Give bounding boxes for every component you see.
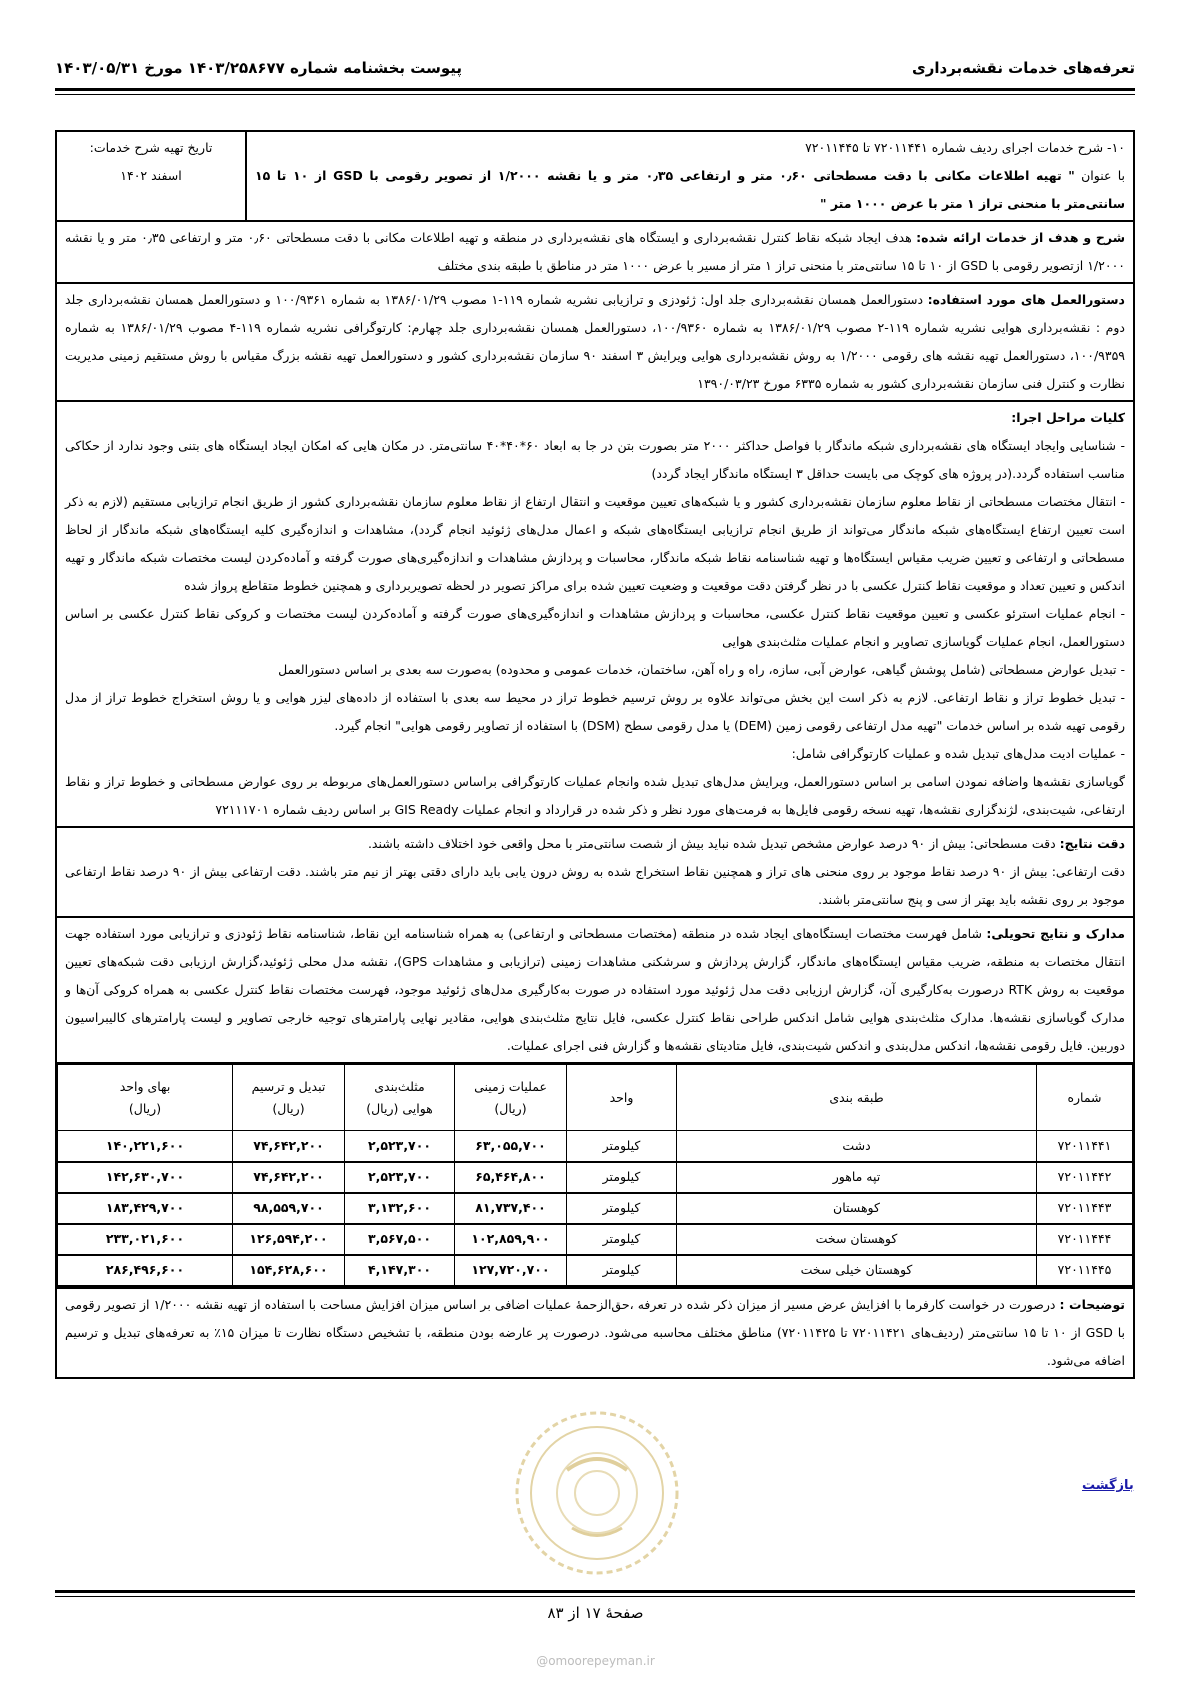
row-unit-price: ۱۴۲,۶۳۰,۷۰۰: [58, 1162, 233, 1193]
header-rule: [55, 88, 1135, 91]
accuracy-row: [57, 828, 1133, 918]
purpose-text: هدف ایجاد شبکه نقاط کنترل نقشه‌برداری و ایستگاه های نقشه‌برداری در منطقه و تهیه اطلاعات مکانی با دقت مسطحاتی ۰٫۶۰ متر و ارتفاعی ۰٫۳۵ متر و یا نقشه ۱/۲۰۰۰ ازتصویر رقومی با GSD از ۱۰ تا ۱۵ سانتی‌متر با منحنی تراز ۱ متر از مسیر با عرض ۱۰۰۰ متر در مناطق با طبقه بندی مختلف: [65, 230, 1125, 273]
row-triangulation-cost: ۳,۱۳۲,۶۰۰: [345, 1193, 455, 1224]
purpose-row: [57, 222, 1133, 284]
col-triangulation: مثلث‌بندی هوایی (ریال): [345, 1065, 455, 1131]
row-category: کوهستان خیلی سخت: [677, 1255, 1037, 1286]
footer-rule: [55, 1590, 1135, 1593]
header-rule-thin: [55, 94, 1135, 95]
document-title: تعرفه‌های خدمات نقشه‌برداری: [911, 59, 1135, 77]
col-conversion: تبدیل و ترسیم (ریال): [233, 1065, 345, 1131]
table-header-row: [58, 1065, 1133, 1131]
deliverables-label: مدارک و نتایج تحویلی:: [986, 926, 1125, 941]
row-category: کوهستان سخت: [677, 1224, 1037, 1255]
row-triangulation-cost: ۳,۵۶۷,۵۰۰: [345, 1224, 455, 1255]
row-unit: کیلومتر: [567, 1193, 677, 1224]
row-unit: کیلومتر: [567, 1131, 677, 1162]
col-ground-ops: عملیات زمینی (ریال): [455, 1065, 567, 1131]
row-unit: کیلومتر: [567, 1224, 677, 1255]
row-conversion-cost: ۱۲۶,۵۹۴,۲۰۰: [233, 1224, 345, 1255]
notes-label: توضیحات :: [1059, 1296, 1126, 1312]
service-title: " تهیه اطلاعات مکانی با دقت مسطحاتی ۰٫۶۰ متر و ارتفاعی ۰٫۳۵ متر و یا نقشه ۱/۲۰۰۰ از تصویر رقومی با GSD از ۱۰ تا ۱۵ سانتی‌متر با منحنی تراز ۱ متر با عرض ۱۰۰۰ متر ": [255, 168, 1125, 211]
intro-line: ۱۰- شرح خدمات اجرای ردیف شماره ۷۲۰۱۱۴۴۱ تا ۷۲۰۱۱۴۴۵: [805, 140, 1125, 155]
intro-row: [57, 132, 1133, 222]
deliverables-row: [57, 918, 1133, 1064]
step-paragraph: - شناسایی وایجاد ایستگاه های نقشه‌برداری شبکه ماندگار با فواصل حداکثر ۲۰۰۰ متر بصورت بتن در جا به ابعاد ۶۰*۴۰*۴۰ سانتی‌متر. در مکان هایی که امکان ایجاد ایستگاه های بتنی وجود ندارد از حکاکی مناسب استفاده گردد.(در پروژه های کوچک می بایست حداقل ۳ ایستگاه ماندگار ایجاد گردد): [65, 438, 1125, 481]
deliverables-text: شامل فهرست مختصات ایستگاه‌های ایجاد شده در منطقه (مختصات مسطحاتی و ارتفاعی) به همراه شناسنامه این نقاط، شناسنامه نقاط ژئودزی و ترازیابی مورد استفاده جهت انتقال مختصات به منطقه، ضریب مقیاس ایستگاه‌های ماندگار، گزارش پردازش و سرشکنی مشاهدات زمینی (ترازیابی و مشاهدات GPS)، نقشه مدل محلی ژئوئید،گزارش ارزیابی دقت شبکه‌های تعیین موقعیت به روش RTK درصورت به‌کارگیری آن، گزارش ارزیابی دقت مدل ژئوئید مورد استفاده در صورت به‌کارگیری مدل‌های ژئوئید موجود، فهرست مختصات نقاط کنترل عکسی به همراه کروکی آن‌ها و مدارک گویاسازی نقشه‌ها. مدارک مثلث‌بندی هوایی شامل اندکس طراحی نقاط کنترل عکسی، فایل نتایج مثلث‌بندی هوایی، مقادیر نهایی پارامترهای توجیه خارجی تصاویر و لیست پارامترهای کالیبراسیون دوربین. فایل رقومی نقشه‌ها، اندکس مدل‌بندی و اندکس شیت‌بندی، فایل متادیتای نقشه‌ها و گزارش فنی اجرای عملیات.: [65, 926, 1125, 1053]
site-watermark: @omoorepeyman.ir: [536, 1654, 655, 1668]
step-paragraph: - انجام عملیات استرئو عکسی و تعیین موقعیت نقاط کنترل عکسی، محاسبات و پردازش مشاهدات و اندازه‌گیری‌های صورت گرفته و آماده‌کردن لیست مختصات و کروکی نقاط کنترل عکسی بر اساس دستورالعمل، انجام عملیات گویاسازی تصاویر و انجام عملیات مثلث‌بندی هوایی: [65, 606, 1125, 649]
purpose-label: شرح و هدف از خدمات ارائه شده:: [916, 230, 1126, 245]
row-category: کوهستان: [677, 1193, 1037, 1224]
row-unit-price: ۲۸۶,۴۹۶,۶۰۰: [58, 1255, 233, 1286]
instructions-row: [57, 284, 1133, 402]
preparation-date: [57, 132, 247, 220]
circular-reference: پیوست بخشنامه شماره ۱۴۰۳/۲۵۸۶۷۷ مورخ ۱۴۰۳/۰۵/۳۱: [55, 59, 463, 77]
row-number: ۷۲۰۱۱۴۴۵: [1037, 1255, 1133, 1286]
row-ground-cost: ۱۲۷,۷۲۰,۷۰۰: [455, 1255, 567, 1286]
row-number: ۷۲۰۱۱۴۴۴: [1037, 1224, 1133, 1255]
tariff-table: [57, 1064, 1133, 1287]
row-category: دشت: [677, 1131, 1037, 1162]
row-number: ۷۲۰۱۱۴۴۲: [1037, 1162, 1133, 1193]
col-category: طبقه بندی: [677, 1065, 1037, 1131]
intro-description: [247, 132, 1133, 220]
step-paragraph: - تبدیل خطوط تراز و نقاط ارتفاعی. لازم به ذکر است این بخش می‌تواند علاوه بر روش ترسیم خطوط تراز در محیط سه بعدی با استفاده از داده‌های لیزر هوایی و یا روش استخراج خطوط تراز از مدل رقومی تهیه شده بر اساس خدمات "تهیه مدل ارتفاعی رقومی زمین (DEM) یا مدل رقومی سطح (DSM) با استفاده از تصاویر رقومی هوایی" انجام گیرد.: [65, 690, 1125, 733]
row-ground-cost: ۶۳,۰۵۵,۷۰۰: [455, 1131, 567, 1162]
steps-row: [57, 402, 1133, 828]
row-unit: کیلومتر: [567, 1255, 677, 1286]
row-triangulation-cost: ۲,۵۲۳,۷۰۰: [345, 1131, 455, 1162]
row-conversion-cost: ۹۸,۵۵۹,۷۰۰: [233, 1193, 345, 1224]
table-row: [58, 1224, 1133, 1255]
row-ground-cost: ۶۵,۴۶۴,۸۰۰: [455, 1162, 567, 1193]
table-row: [58, 1255, 1133, 1286]
row-triangulation-cost: ۴,۱۴۷,۳۰۰: [345, 1255, 455, 1286]
service-description-box: [55, 130, 1135, 1379]
row-triangulation-cost: ۲,۵۲۳,۷۰۰: [345, 1162, 455, 1193]
step-paragraph: - عملیات ادیت مدل‌های تبدیل شده و عملیات کارتوگرافی شامل:: [791, 746, 1125, 761]
step-paragraph: - انتقال مختصات مسطحاتی از نقاط معلوم سازمان نقشه‌برداری کشور و یا شبکه‌های تعیین موقعیت و انتقال ارتفاع از نقاط معلوم سازمان نقشه‌برداری کشور از طریق انجام ترازیابی مستقیم (لازم به ذکر است تعیین ارتفاع ایستگاه‌های شبکه ماندگار می‌تواند از طریق انجام ترازیابی ایستگاه‌های شبکه و اعمال مدل‌های ژئوئید انجام گردد)، مشاهدات و اندازه‌گیری کلیه ایستگاه‌های شبکه ماندگار از لحاظ مسطحاتی و ارتفاعی و تعیین ضریب مقیاس ایستگاه‌ها و تهیه شناسنامه نقاط شبکه ماندگار، محاسبات و پردازش مشاهدات و اندازه‌گیری‌های صورت گرفته و آماده‌کردن لیست مختصات شبکه ماندگار و تهیه اندکس و تعیین تعداد و موقعیت نقاط کنترل عکسی با در نظر گرفتن دقت موقعیت و وضعیت تعیین شده برای مراکز تصویر در لحظه تصویربرداری و همچنین خطوط متقاطع پرواز شده: [65, 494, 1125, 593]
intro-title: با عنوان " تهیه اطلاعات مکانی با دقت مسطحاتی ۰٫۶۰ متر و ارتفاعی ۰٫۳۵ متر و یا نقشه ۱/۲۰۰۰ از تصویر رقومی با GSD از ۱۰ تا ۱۵ سانتی‌متر با منحنی تراز ۱ متر با عرض ۱۰۰۰ متر ": [255, 168, 1126, 211]
row-conversion-cost: ۷۴,۶۴۲,۲۰۰: [233, 1162, 345, 1193]
page-number: صفحهٔ ۱۷ از ۸۳: [547, 1604, 644, 1622]
row-conversion-cost: ۱۵۴,۶۲۸,۶۰۰: [233, 1255, 345, 1286]
row-number: ۷۲۰۱۱۴۴۱: [1037, 1131, 1133, 1162]
table-row: [58, 1131, 1133, 1162]
table-row: [58, 1162, 1133, 1193]
accuracy-altimetric: دقت ارتفاعی: بیش از ۹۰ درصد نقاط موجود بر روی منحنی های تراز و همچنین نقاط استخراج شده به روش درون یابی باید دارای دقتی بهتر از نیم متر باشند. دقت ارتفاعی بیش از ۹۰ درصد نقاط ارتفاعی موجود بر روی نقشه باید بهتر از سی و پنج سانتی‌متر باشند.: [65, 864, 1125, 907]
step-paragraph: - تبدیل عوارض مسطحاتی (شامل پوشش گیاهی، عوارض آبی، سازه، راه و راه آهن، ساختمان، خدمات عمومی و محدوده) به‌صورت سه بعدی بر اساس دستورالعمل: [278, 662, 1125, 677]
back-link[interactable]: بازگشت: [1082, 1478, 1134, 1493]
notes-text: درصورت در خواست کارفرما با افزایش عرض مسیر از میزان ذکر شده در تعرفه ،حق‌الزحمهٔ عملیات اضافی بر اساس میزان افزایش مساحت با استفاده از تهیه نقشه ۱/۲۰۰۰ از تصویر رقومی با GSD از ۱۰ تا ۱۵ سانتی‌متر (ردیف‌های ۷۲۰۱۱۴۲۱ تا ۷۲۰۱۱۴۲۵) مناطق مختلف محاسبه می‌شود. درصورت پر عارضه بودن منطقه، با تشخیص دستگاه نظارت تا میزان ۱۵٪ به تعرفه‌های تبدیل و ترسیم اضافه می‌شود.: [65, 1296, 1125, 1368]
col-unit-price: بهای واحد (ریال): [58, 1065, 233, 1131]
seal-watermark-icon: [512, 1408, 682, 1578]
footer-rule-thin: [55, 1596, 1135, 1597]
col-number: شماره: [1037, 1065, 1133, 1131]
notes-row: [57, 1289, 1133, 1377]
row-unit-price: ۱۸۳,۴۲۹,۷۰۰: [58, 1193, 233, 1224]
page-header: [55, 48, 1135, 88]
date-value: اسفند ۱۴۰۲: [120, 168, 182, 183]
row-ground-cost: ۱۰۲,۸۵۹,۹۰۰: [455, 1224, 567, 1255]
table-row: [58, 1193, 1133, 1224]
tariff-table-row: [57, 1064, 1133, 1289]
instructions-label: دستورالعمل های مورد استفاده:: [927, 292, 1125, 307]
col-unit: واحد: [567, 1065, 677, 1131]
steps-label: کلیات مراحل اجرا:: [1011, 410, 1125, 425]
date-label: تاریخ تهیه شرح خدمات:: [89, 140, 213, 155]
row-unit: کیلومتر: [567, 1162, 677, 1193]
row-unit-price: ۱۴۰,۲۲۱,۶۰۰: [58, 1131, 233, 1162]
accuracy-label: دقت نتایج:: [1059, 836, 1125, 851]
row-number: ۷۲۰۱۱۴۴۳: [1037, 1193, 1133, 1224]
row-category: تپه ماهور: [677, 1162, 1037, 1193]
instructions-text: دستورالعمل همسان نقشه‌برداری جلد اول: ژئودزی و ترازیابی نشریه شماره ۱۱۹-۱ مصوب ۱۳۸۶/۰۱/۲۹ به شماره ۱۰۰/۹۳۶۱ و دستورالعمل همسان نقشه‌برداری جلد دوم : نقشه‌برداری هوایی نشریه شماره ۱۱۹-۲ مصوب ۱۳۸۶/۰۱/۲۹ به شماره ۱۰۰/۹۳۶۰، دستورالعمل همسان نقشه‌برداری جلد چهارم: کارتوگرافی نشریه شماره ۱۱۹-۴ مصوب ۱۳۸۶/۰۱/۲۹ به شماره ۱۰۰/۹۳۵۹، دستورالعمل تهیه نقشه های رقومی ۱/۲۰۰۰ به روش نقشه‌برداری هوایی ویرایش ۳ اسفند ۹۰ سازمان نقشه‌برداری کشور و دستورالعمل تهیه نقشه بزرگ مقیاس با روش مستقیم زمینی مدیریت نظارت و کنترل فنی سازمان نقشه‌برداری کشور به شماره ۶۳۳۵ مورخ ۱۳۹۰/۰۳/۲۳: [65, 292, 1126, 391]
accuracy-planimetric: دقت مسطحاتی: بیش از ۹۰ درصد عوارض مشخص تبدیل شده نباید بیش از شصت سانتی‌متر با محل واقعی خود اختلاف داشته باشند.: [367, 836, 1060, 851]
row-unit-price: ۲۳۳,۰۲۱,۶۰۰: [58, 1224, 233, 1255]
row-conversion-cost: ۷۴,۶۴۲,۲۰۰: [233, 1131, 345, 1162]
step-paragraph: گویاسازی نقشه‌ها واضافه نمودن اسامی بر اساس دستورالعمل، ویرایش مدل‌های تبدیل شده وانجام عملیات کارتوگرافی براساس دستورالعمل‌های مربوطه بر روی عوارض مسطحاتی و خطوط تراز و نقاط ارتفاعی، شیت‌بندی، لژندگزاری نقشه‌ها، تهیه نسخه رقومی فایل‌ها به فرمت‌های مورد نظر و ذکر شده در قرارداد و انجام عملیات GIS Ready بر اساس ردیف شماره ۷۲۱۱۱۷۰۱: [65, 774, 1125, 817]
row-ground-cost: ۸۱,۷۳۷,۴۰۰: [455, 1193, 567, 1224]
